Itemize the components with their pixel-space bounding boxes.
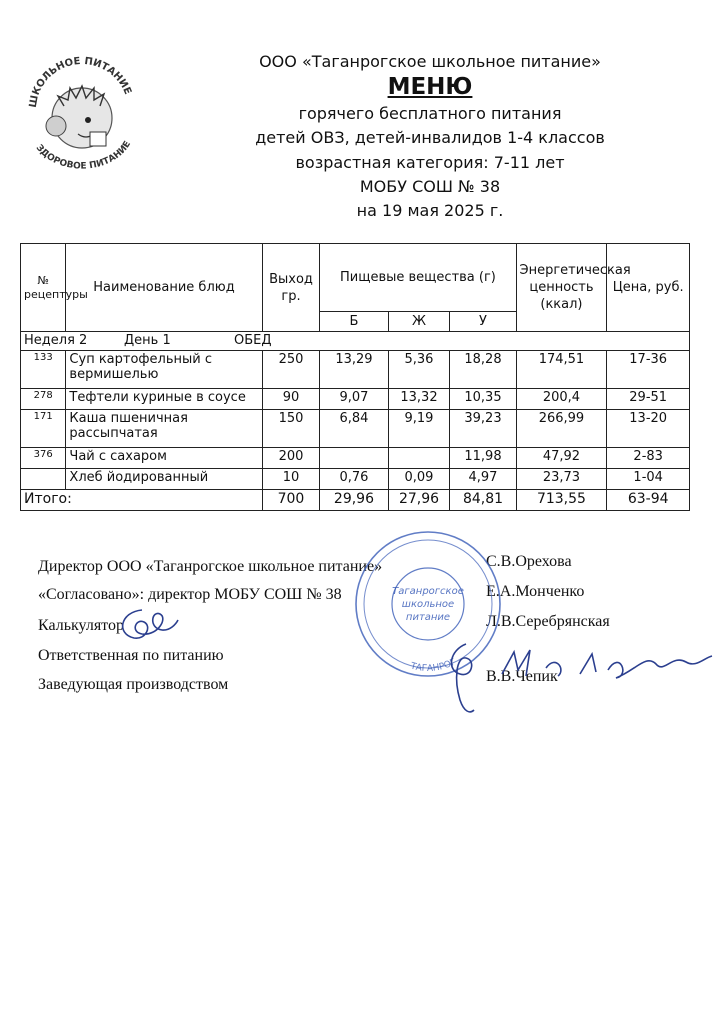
carbs: 4,97 [450, 469, 516, 490]
fat: 9,19 [388, 410, 450, 448]
menu-date: на 19 мая 2025 г. [356, 201, 504, 220]
week-label: Неделя 2 [24, 333, 88, 348]
dish-yield: 250 [262, 351, 320, 389]
organization-name: ООО «Таганрогское школьное питание» [259, 52, 601, 71]
total-yield: 700 [262, 490, 320, 511]
director-signature-line: Директор ООО «Таганрогское школьное питание» [38, 558, 383, 575]
header-dish-name: Наименование блюд [66, 244, 262, 332]
production-head-signature-line: Заведующая производством [38, 676, 229, 693]
production-head-signature [436, 640, 486, 720]
stamp-center-line-2: школьное [401, 599, 455, 610]
calculator-signature-line: Калькулятор [38, 617, 124, 634]
company-logo [22, 40, 142, 180]
header-price: Цена, руб. [607, 244, 690, 332]
recipe-code: 278 [21, 389, 66, 410]
age-category: возрастная категория: 7-11 лет [295, 153, 565, 172]
production-head-name: В.В.Чепик [486, 668, 558, 685]
price: 13-20 [607, 410, 690, 448]
table-row [21, 389, 690, 410]
price: 1-04 [607, 469, 690, 490]
week-day-row [21, 332, 690, 351]
apple-icon [46, 116, 66, 136]
header-fat: Ж [388, 312, 450, 332]
protein: 6,84 [320, 410, 388, 448]
responsible-signature [496, 640, 716, 690]
price: 17-36 [607, 351, 690, 389]
table-row [21, 410, 690, 448]
dish-yield: 150 [262, 410, 320, 448]
dish-name: Суп картофельный с вермишелью [66, 351, 262, 389]
table-row [21, 469, 690, 490]
header-recipe-number: № рецептуры [21, 244, 66, 332]
meal-label: ОБЕД [234, 333, 272, 348]
total-fat: 27,96 [388, 490, 450, 511]
menu-table [20, 243, 690, 511]
energy: 200,4 [516, 389, 607, 410]
protein: 13,29 [320, 351, 388, 389]
recipe-code: 133 [21, 351, 66, 389]
calculator-signature [112, 604, 182, 648]
stamp-center-line-1: Таганрогское [392, 586, 464, 597]
protein: 0,76 [320, 469, 388, 490]
document-title: МЕНЮ [387, 74, 473, 100]
total-energy: 713,55 [516, 490, 607, 511]
dish-name: Хлеб йодированный [66, 469, 262, 490]
dish-yield: 200 [262, 448, 320, 469]
fat: 5,36 [388, 351, 450, 389]
calculator-name: Л.В.Серебрянская [486, 613, 610, 630]
stamp-outer-text: ТАГАНРОГ [409, 657, 459, 674]
fat: 13,32 [388, 389, 450, 410]
energy: 266,99 [516, 410, 607, 448]
protein [320, 448, 388, 469]
day-label: День 1 [124, 333, 171, 348]
fat [388, 448, 450, 469]
recipe-code [21, 469, 66, 490]
dish-yield: 90 [262, 389, 320, 410]
total-label: Итого: [21, 490, 263, 511]
header-yield: Выход гр. [262, 244, 320, 332]
total-price: 63-94 [607, 490, 690, 511]
protein: 9,07 [320, 389, 388, 410]
responsible-signature-line: Ответственная по питанию [38, 647, 224, 664]
agreed-name: Е.А.Монченко [486, 583, 585, 600]
carbs: 39,23 [450, 410, 516, 448]
carbs: 10,35 [450, 389, 516, 410]
price: 29-51 [607, 389, 690, 410]
header-nutrients: Пищевые вещества (г) [320, 244, 516, 312]
table-row [21, 448, 690, 469]
logo-top-text: ШКОЛЬНОЕ ПИТАНИЕ [27, 55, 134, 109]
carbs: 18,28 [450, 351, 516, 389]
agreed-signature-line: «Согласовано»: директор МОБУ СОШ № 38 [38, 586, 342, 603]
table-row [21, 351, 690, 389]
total-protein: 29,96 [320, 490, 388, 511]
header-protein: Б [320, 312, 388, 332]
dish-yield: 10 [262, 469, 320, 490]
header-carbs: У [450, 312, 516, 332]
total-row [21, 490, 690, 511]
subtitle-line-2: детей ОВЗ, детей-инвалидов 1-4 классов [255, 128, 605, 147]
subtitle-line-1: горячего бесплатного питания [298, 104, 562, 123]
price: 2-83 [607, 448, 690, 469]
carbs: 11,98 [450, 448, 516, 469]
recipe-code: 171 [21, 410, 66, 448]
logo-bottom-text: ЗДОРОВОЕ ПИТАНИЕ [33, 139, 134, 172]
energy: 47,92 [516, 448, 607, 469]
total-carbs: 84,81 [450, 490, 516, 511]
school-name: МОБУ СОШ № 38 [359, 177, 501, 196]
dish-name: Тефтели куриные в соусе [66, 389, 262, 410]
stamp-center-line-3: питание [405, 612, 451, 623]
director-name: С.В.Орехова [486, 553, 572, 570]
recipe-code: 376 [21, 448, 66, 469]
dish-name: Каша пшеничная рассыпчатая [66, 410, 262, 448]
fat: 0,09 [388, 469, 450, 490]
header-energy: Энергетическая ценность (ккал) [516, 244, 607, 332]
dish-name: Чай с сахаром [66, 448, 262, 469]
energy: 174,51 [516, 351, 607, 389]
energy: 23,73 [516, 469, 607, 490]
